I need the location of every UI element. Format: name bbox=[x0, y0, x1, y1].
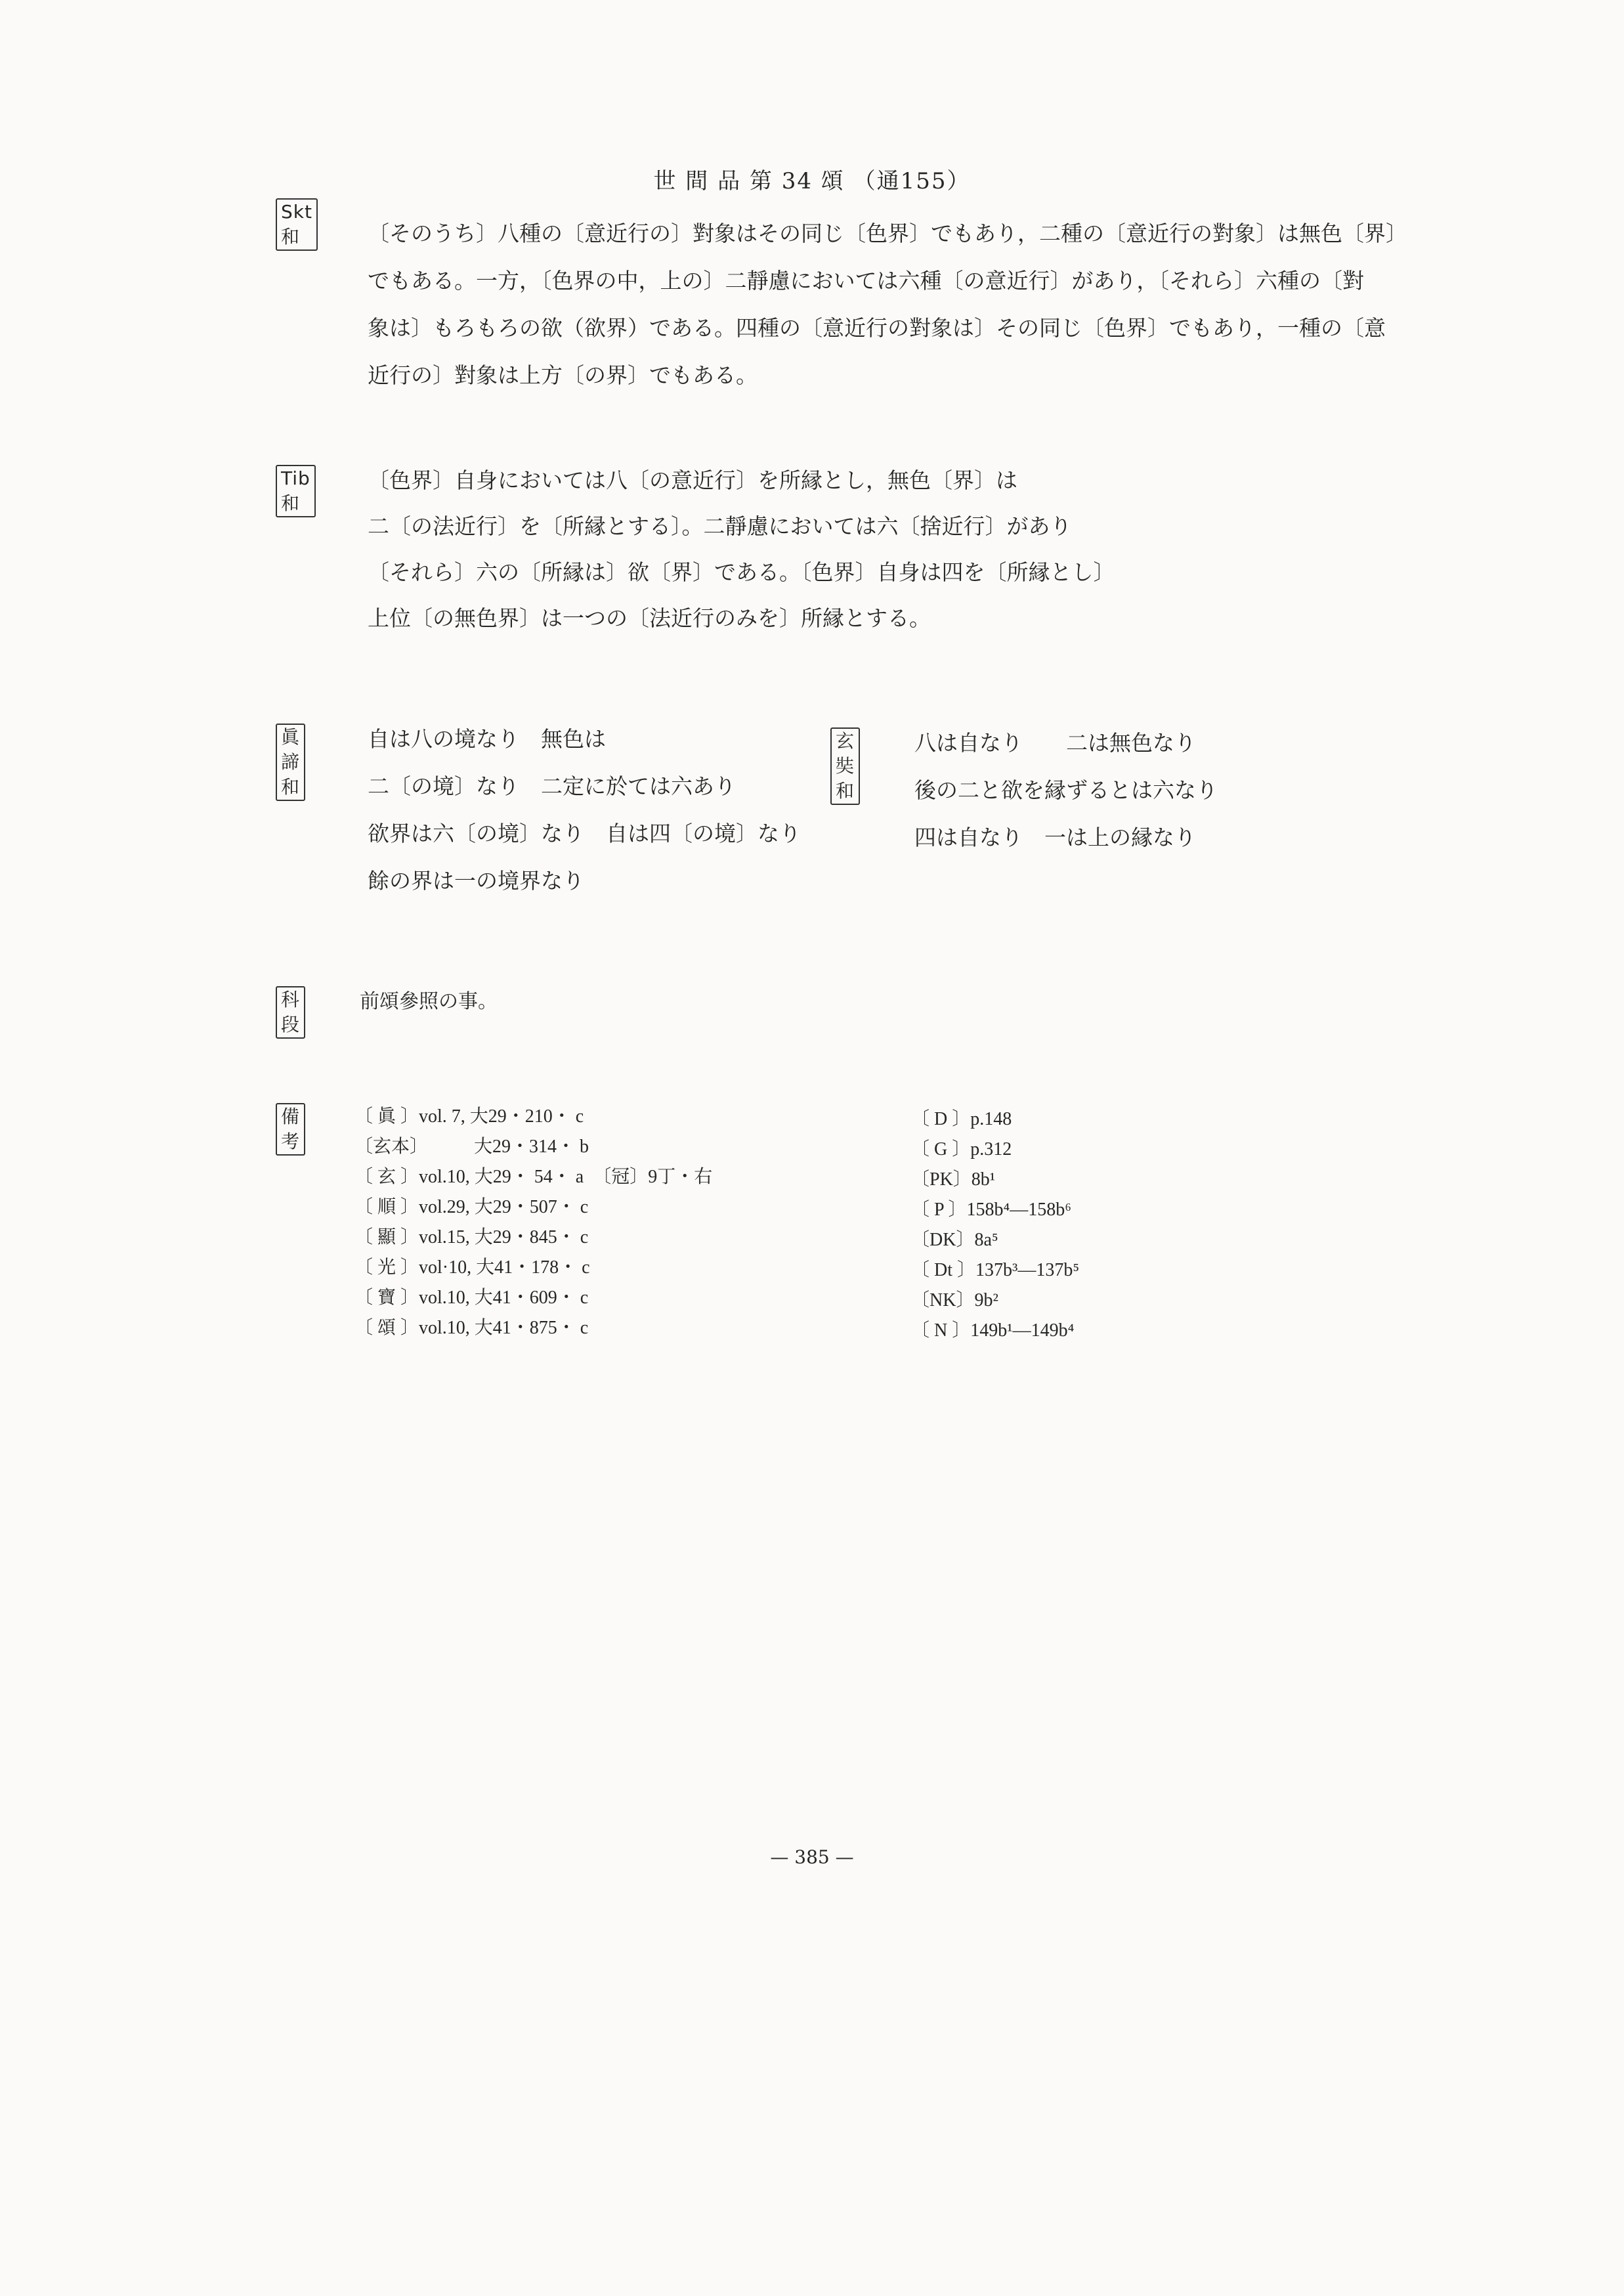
shintai-label: 眞諦和 bbox=[276, 724, 305, 801]
biko-left-7: 〔 寶 〕vol.10, 大41・609・ c bbox=[354, 1288, 589, 1308]
shintai-line-2: 二〔の境〕なり 二定に於ては六あり bbox=[368, 773, 736, 799]
tib-line-2: 二〔の法近行〕を〔所縁とする〕。二靜慮においては六〔捨近行〕があり bbox=[368, 513, 1072, 539]
skt-line-3: 象は〕もろもろの欲（欲界）である。四種の〔意近行の對象は〕その同じ〔色界〕でもあり，一種の〔意 bbox=[368, 315, 1386, 341]
tib-line-1: 〔色界〕自身においては八〔の意近行〕を所縁とし，無色〔界〕は bbox=[368, 467, 1017, 493]
genjo-line-2: 後の二と欲を縁ずるとは六なり bbox=[914, 777, 1218, 803]
biko-left-6: 〔 光 〕vol·10, 大41・178・ c bbox=[354, 1257, 590, 1278]
tib-line-3: 〔それら〕六の〔所縁は〕欲〔界〕である。〔色界〕自身は四を〔所縁とし〕 bbox=[368, 559, 1115, 585]
biko-right-8: 〔 N 〕149b¹—149b⁴ bbox=[911, 1320, 1075, 1341]
genjo-line-1: 八は自なり 二は無色なり bbox=[914, 730, 1196, 756]
skt-line-4: 近行の〕對象は上方〔の界〕でもある。 bbox=[368, 362, 758, 388]
biko-right-6: 〔 Dt 〕137b³—137b⁵ bbox=[911, 1260, 1080, 1280]
kadan-label: 科 段 bbox=[276, 986, 305, 1039]
tib-label: Tib和 bbox=[276, 465, 316, 517]
skt-line-1: 〔そのうち〕八種の〔意近行の〕對象はその同じ〔色界〕でもあり，二種の〔意近行の對象〕は無色〔界〕 bbox=[368, 221, 1407, 246]
biko-left-3: 〔 玄 〕vol.10, 大29・ 54・ a 〔冠〕9丁・右 bbox=[354, 1167, 713, 1187]
page-number: — 385 — bbox=[770, 1846, 854, 1868]
shintai-line-1: 自は八の境なり 無色は bbox=[368, 726, 606, 752]
skt-line-2: でもある。一方，〔色界の中，上の〕二靜慮においては六種〔の意近行〕があり，〔それら〕六種の〔對 bbox=[368, 268, 1364, 293]
skt-label: Skt和 bbox=[276, 198, 318, 251]
biko-right-2: 〔 G 〕p.312 bbox=[911, 1139, 1012, 1159]
tib-line-4: 上位〔の無色界〕は一つの〔法近行のみを〕所縁とする。 bbox=[368, 605, 931, 631]
page-title: 世 間 品 第 34 頌 （通155） bbox=[653, 168, 971, 194]
biko-right-5: 〔DK〕8a⁵ bbox=[911, 1230, 998, 1250]
biko-left-8: 〔 頌 〕vol.10, 大41・875・ c bbox=[354, 1318, 589, 1338]
biko-right-7: 〔NK〕9b² bbox=[911, 1290, 998, 1310]
genjo-label: 玄奘和 bbox=[830, 727, 860, 805]
biko-right-1: 〔 D 〕p.148 bbox=[911, 1109, 1012, 1129]
shintai-line-4: 餘の界は一の境界なり bbox=[368, 868, 584, 894]
biko-left-5: 〔 顯 〕vol.15, 大29・845・ c bbox=[354, 1227, 589, 1247]
biko-left-1: 〔 眞 〕vol. 7, 大29・210・ c bbox=[354, 1106, 584, 1127]
kadan-text: 前頌參照の事。 bbox=[360, 990, 498, 1013]
biko-left-4: 〔 順 〕vol.29, 大29・507・ c bbox=[354, 1197, 589, 1217]
shintai-line-3: 欲界は六〔の境〕なり 自は四〔の境〕なり bbox=[368, 821, 801, 846]
biko-left-2: 〔玄本〕 大29・314・ b bbox=[354, 1137, 589, 1157]
genjo-line-3: 四は自なり 一は上の縁なり bbox=[914, 825, 1196, 850]
biko-right-4: 〔 P 〕158b⁴—158b⁶ bbox=[911, 1200, 1072, 1220]
biko-right-3: 〔PK〕8b¹ bbox=[911, 1169, 996, 1190]
biko-label: 備 考 bbox=[276, 1103, 305, 1156]
